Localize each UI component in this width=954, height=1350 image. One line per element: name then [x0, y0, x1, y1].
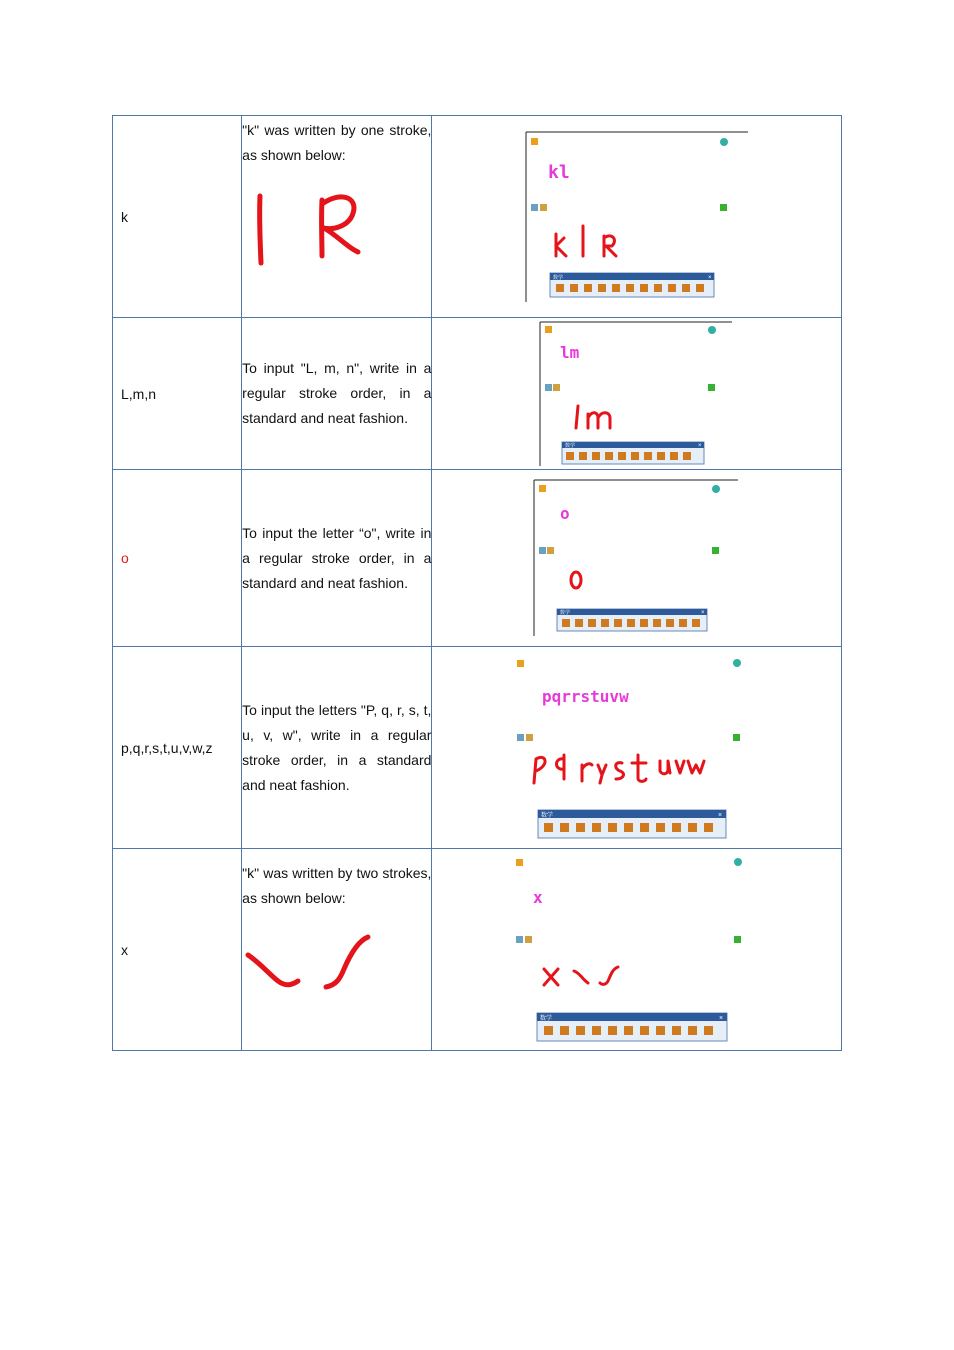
- letter-cell: k: [113, 116, 242, 318]
- input-screenshot: [432, 318, 841, 469]
- recognized-text: lm: [560, 343, 580, 362]
- toolbar-title: 数学: [540, 1016, 553, 1022]
- move-icon[interactable]: [539, 485, 546, 492]
- description-cell: To input the letters "P, q, r, s, t, u, v, w", write in a regular stroke order, in a standard and neat fashion.: [242, 647, 432, 849]
- letter-cell: p,q,r,s,t,u,v,w,z: [113, 647, 242, 849]
- table-row: [113, 116, 842, 318]
- table-row: [113, 318, 842, 470]
- screenshot-cell: [432, 470, 842, 647]
- settings-icon[interactable]: [712, 485, 720, 493]
- description-text: "k" was written by one stroke, as shown below:: [242, 122, 432, 163]
- panel-icon[interactable]: [540, 204, 547, 211]
- toolbar-title: 数学: [541, 813, 554, 819]
- description-cell: To input "L, m, n", write in a regular stroke order, in a standard and neat fashion.: [242, 318, 432, 470]
- recognized-text: x: [533, 888, 544, 907]
- handwritten-letters: [534, 755, 704, 783]
- panel-icon[interactable]: [553, 384, 560, 391]
- toolbar-title: 数学: [560, 610, 571, 616]
- panel-icon[interactable]: [539, 547, 546, 554]
- grid-icon[interactable]: [734, 936, 741, 943]
- stroke-example-x: [242, 911, 414, 1006]
- move-icon[interactable]: [531, 138, 538, 145]
- handwriting-panel: [432, 470, 841, 646]
- panel-icon[interactable]: [525, 936, 532, 943]
- table-row: [113, 470, 842, 647]
- table-row: [113, 647, 842, 849]
- toolbar-title: 数学: [553, 275, 564, 281]
- input-screenshot: [432, 647, 841, 848]
- screenshot-cell: [432, 849, 842, 1051]
- screenshot-cell: [432, 647, 842, 849]
- letter-cell: L,m,n: [113, 318, 242, 470]
- grid-icon[interactable]: [708, 384, 715, 391]
- table-row: [113, 849, 842, 1051]
- recognized-text: o: [560, 504, 571, 523]
- letter-cell: o: [113, 470, 242, 647]
- input-screenshot: [432, 849, 841, 1050]
- move-icon[interactable]: [545, 326, 552, 333]
- handwriting-panel: [432, 318, 841, 469]
- recognized-text: kl: [548, 162, 571, 183]
- toolbar-tools-icon[interactable]: [562, 619, 700, 627]
- input-screenshot: [432, 116, 841, 317]
- grid-icon[interactable]: [720, 204, 727, 211]
- settings-icon[interactable]: [720, 138, 728, 146]
- grid-icon[interactable]: [733, 734, 740, 741]
- panel-icon[interactable]: [545, 384, 552, 391]
- stroke-guide-table: [112, 115, 842, 1051]
- grid-icon[interactable]: [712, 547, 719, 554]
- stroke-example-k: [242, 168, 414, 278]
- handwriting-panel: [432, 849, 841, 1050]
- toolbar-title: 数学: [565, 443, 576, 449]
- screenshot-cell: [432, 116, 842, 318]
- panel-icon[interactable]: [531, 204, 538, 211]
- description-text: "k" was written by two strokes, as shown below:: [242, 865, 432, 906]
- settings-icon[interactable]: [734, 858, 742, 866]
- close-icon[interactable]: ×: [701, 610, 705, 616]
- panel-icon[interactable]: [517, 734, 524, 741]
- screenshot-cell: [432, 318, 842, 470]
- panel-icon[interactable]: [516, 936, 523, 943]
- close-icon[interactable]: ×: [718, 812, 723, 819]
- handwriting-panel: [432, 647, 841, 848]
- move-icon[interactable]: [517, 660, 524, 667]
- description-cell: [242, 849, 432, 1051]
- description-cell: [242, 116, 432, 318]
- move-icon[interactable]: [516, 859, 523, 866]
- settings-icon[interactable]: [708, 326, 716, 334]
- input-screenshot: [432, 470, 841, 646]
- recognized-text: pqrrstuvw: [542, 687, 630, 706]
- close-icon[interactable]: ×: [719, 1015, 724, 1022]
- handwriting-panel: [432, 116, 841, 317]
- description-cell: To input the letter “o", write in a regular stroke order, in a standard and neat fashion.: [242, 470, 432, 647]
- close-icon[interactable]: ×: [698, 443, 702, 449]
- panel-icon[interactable]: [547, 547, 554, 554]
- close-icon[interactable]: ×: [708, 275, 712, 281]
- letter-cell: x: [113, 849, 242, 1051]
- settings-icon[interactable]: [733, 659, 741, 667]
- panel-icon[interactable]: [526, 734, 533, 741]
